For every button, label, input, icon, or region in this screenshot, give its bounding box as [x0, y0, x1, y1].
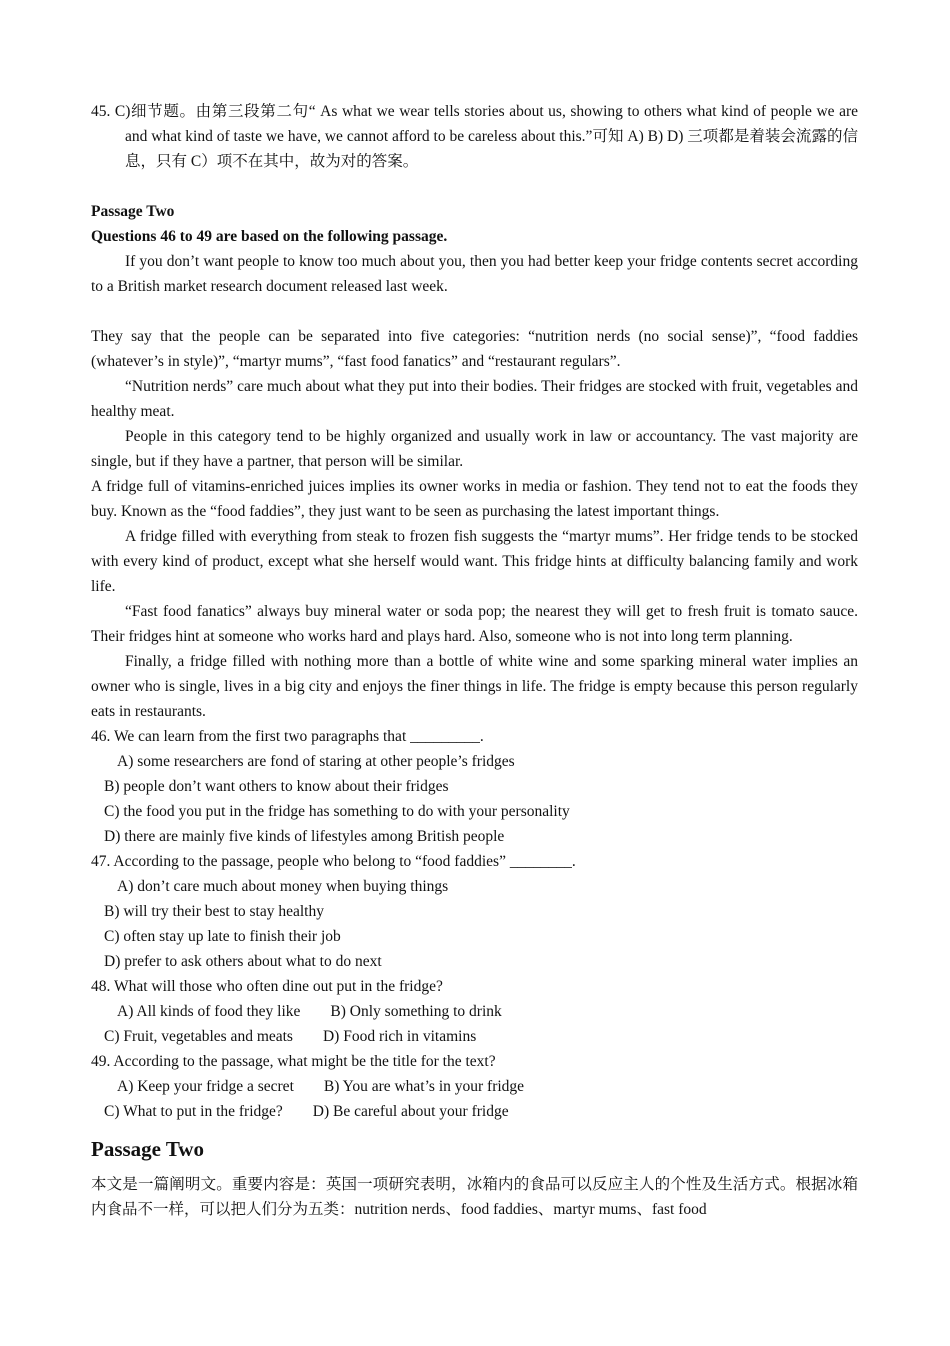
analysis-text: 本文是一篇阐明文。重要内容是：英国一项研究表明，冰箱内的食品可以反应主人的个性及生活方式。根据冰箱内食品不一样，可以把人们分为五类：nutrition nerds、food faddies、martyr mums、fast food [91, 1176, 858, 1218]
question-49-option-c: C) What to put in the fridge? [104, 1103, 283, 1120]
question-49-option-a: A) Keep your fridge a secret [117, 1078, 294, 1095]
analysis-heading: Passage Two [91, 1137, 204, 1161]
passage-paragraph-6: A fridge filled with everything from steak to frozen fish suggests the “martyr mums”. Her fridge tends to be stocked with every kind of product, except what she herself would want. This fridge hints at difficulty balancing family and work life. [91, 528, 858, 595]
question-48-stem: 48. What will those who often dine out put in the fridge? [91, 978, 443, 995]
passage-paragraph-4: People in this category tend to be highly organized and usually work in law or accountancy. The vast majority are single, but if they have a partner, that person will be similar. [91, 428, 858, 470]
question-48-option-a: A) All kinds of food they like [117, 1003, 301, 1020]
q45-explanation: 45. C)细节题。由第三段第二句“ As what we wear tells stories about us, showing to others what kind of people we are and what kind of taste we have, we cannot afford to be careless about this.”可知 A) B) D) 三项都是着装会流露的信息，只有 C）项不在其中，故为对的答案。 [91, 103, 858, 170]
question-48-option-b: B) Only something to drink [330, 1003, 502, 1020]
question-48-option-c: C) Fruit, vegetables and meats [104, 1028, 293, 1045]
question-49-stem: 49. According to the passage, what might be the title for the text? [91, 1053, 496, 1070]
passage-paragraph-2: They say that the people can be separated into five categories: “nutrition nerds (no social sense)”, “food faddies (whatever’s in style)”, “martyr mums”, “fast food fanatics” and “restaurant regulars”. [91, 328, 858, 370]
question-49-option-d: D) Be careful about your fridge [312, 1103, 509, 1120]
passage-paragraph-1: If you don’t want people to know too much about you, then you had better keep your fridge contents secret according to a British market research document released last week. [91, 253, 858, 295]
question-49-options-row-1 [91, 1074, 858, 1099]
passage-paragraph-8: Finally, a fridge filled with nothing more than a bottle of white wine and some sparking mineral water implies an owner who is single, lives in a big city and enjoys the finer things in life. The fridge is empty because this person regularly eats in restaurants. [91, 653, 858, 720]
question-49-option-b: B) You are what’s in your fridge [323, 1078, 525, 1095]
passage-paragraph-3: “Nutrition nerds” care much about what they put into their bodies. Their fridges are stocked with fruit, vegetables and healthy meat. [91, 378, 858, 420]
question-49-options-row-2 [91, 1099, 858, 1124]
question-46-option-a: A) some researchers are fond of staring at other people’s fridges [117, 753, 515, 770]
question-48-option-d: D) Food rich in vitamins [322, 1028, 477, 1045]
passage-title: Passage Two [91, 203, 175, 220]
question-48-options-row-2 [91, 1024, 858, 1049]
question-47-option-c: C) often stay up late to finish their job [104, 928, 341, 945]
question-47-option-d: D) prefer to ask others about what to do next [104, 953, 382, 970]
question-46-stem: 46. We can learn from the first two paragraphs that _________. [91, 728, 484, 745]
question-46-option-b: B) people don’t want others to know about their fridges [104, 778, 449, 795]
spacer [91, 299, 858, 324]
passage-instruction: Questions 46 to 49 are based on the following passage. [91, 228, 448, 245]
passage-paragraph-7: “Fast food fanatics” always buy mineral water or soda pop; the nearest they will get to fresh fruit is tomato sauce. Their fridges hint at someone who works hard and plays hard. Also, someone who is not into long term planning. [91, 603, 858, 645]
question-47-option-b: B) will try their best to stay healthy [104, 903, 324, 920]
question-47-stem: 47. According to the passage, people who belong to “food faddies” ________. [91, 853, 576, 870]
passage-paragraph-5: A fridge full of vitamins-enriched juices implies its owner works in media or fashion. They tend not to eat the foods they buy. Known as the “food faddies”, they just want to be seen as purchasing the latest important things. [91, 478, 858, 520]
question-46-option-d: D) there are mainly five kinds of lifestyles among British people [104, 828, 505, 845]
question-47-option-a: A) don’t care much about money when buying things [117, 878, 449, 895]
spacer [91, 174, 858, 199]
document-content [91, 99, 858, 1222]
question-48-options-row-1 [91, 999, 858, 1024]
question-46-option-c: C) the food you put in the fridge has something to do with your personality [104, 803, 570, 820]
